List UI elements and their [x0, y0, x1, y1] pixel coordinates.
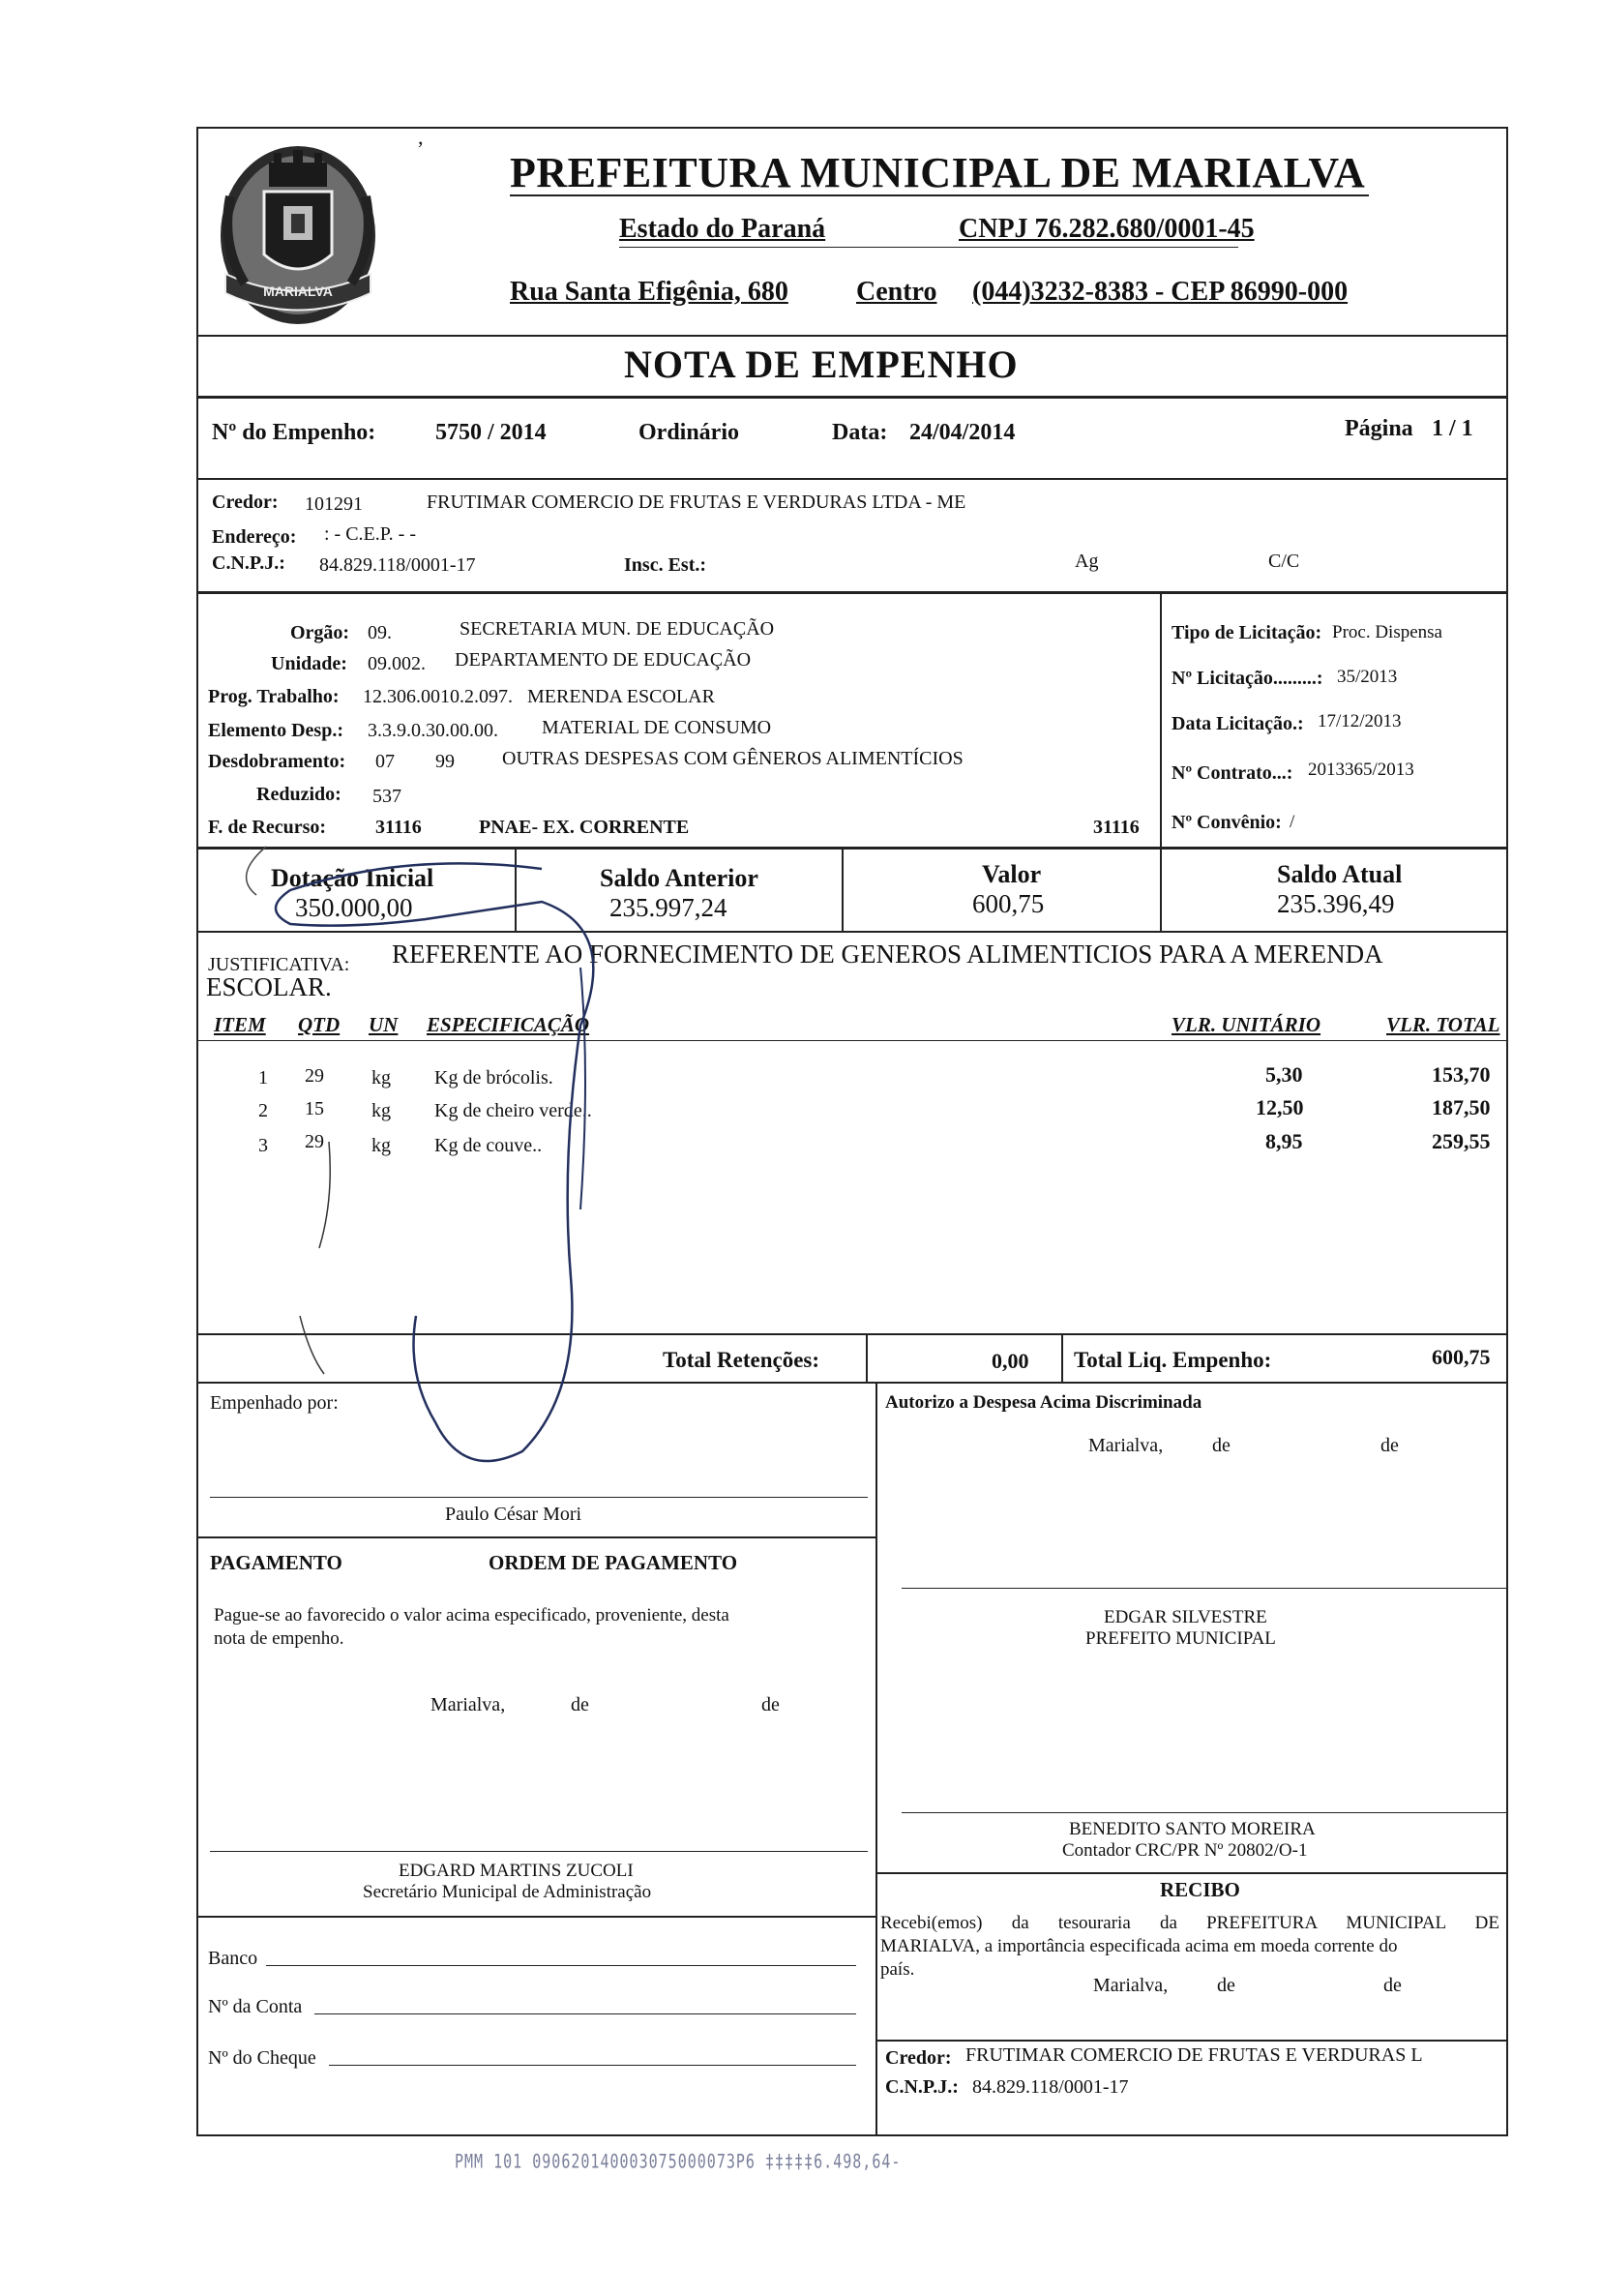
- banco-line: [266, 1965, 856, 1966]
- total-retencoes-value: 0,00: [992, 1349, 1029, 1373]
- desdobramento-name: OUTRAS DESPESAS COM GÊNEROS ALIMENTÍCIOS: [502, 748, 964, 769]
- empenho-type: Ordinário: [638, 420, 740, 445]
- cheque-label: Nº do Cheque: [208, 2047, 316, 2069]
- reduzido-label: Reduzido:: [256, 784, 341, 805]
- saldo-atual-value: 235.396,49: [1277, 889, 1395, 918]
- cnpj-value: 84.829.118/0001-17: [319, 554, 476, 576]
- empenho-date: 24/04/2014: [909, 420, 1016, 445]
- item-unit: kg: [371, 1067, 391, 1088]
- signature-line: [902, 1588, 1506, 1589]
- autorizo-de-1: de: [1212, 1435, 1231, 1456]
- tipo-licitacao-value: Proc. Dispensa: [1332, 622, 1442, 642]
- recibo-credor-label: Credor:: [885, 2047, 952, 2069]
- saldo-anterior-label: Saldo Anterior: [600, 864, 758, 892]
- convenio-label: Nº Convênio:: [1172, 812, 1282, 833]
- autorizo-label: Autorizo a Despesa Acima Discriminada: [885, 1392, 1202, 1413]
- reduzido-value: 537: [372, 786, 401, 807]
- convenio-value: /: [1290, 812, 1295, 832]
- elemento-code: 3.3.9.0.30.00.00.: [368, 720, 498, 741]
- conta-label: Nº da Conta: [208, 1996, 303, 2017]
- recibo-cnpj-value: 84.829.118/0001-17: [972, 2076, 1129, 2098]
- elemento-label: Elemento Desp.:: [208, 720, 343, 741]
- secretario-name: EDGARD MARTINS ZUCOLI: [399, 1861, 634, 1881]
- col-header-unit-value: VLR. UNITÁRIO: [1172, 1013, 1321, 1036]
- banco-label: Banco: [208, 1948, 258, 1969]
- divider: [875, 1872, 1506, 1874]
- credor-code: 101291: [305, 493, 363, 515]
- item-total-value: 187,50: [1432, 1095, 1491, 1119]
- orgao-name: SECRETARIA MUN. DE EDUCAÇÃO: [460, 618, 775, 640]
- divider: [198, 335, 1506, 337]
- signature-line: [210, 1851, 868, 1852]
- item-total-value: 259,55: [1432, 1129, 1491, 1153]
- item-spec: Kg de cheiro verde..: [434, 1100, 592, 1121]
- divider: [875, 2040, 1506, 2042]
- divider: [198, 1536, 875, 1538]
- contrato-value: 2013365/2013: [1308, 760, 1414, 780]
- item-qty: 29: [305, 1131, 324, 1152]
- contrato-label: Nº Contrato...:: [1172, 762, 1293, 784]
- justificativa-text-line-1: REFERENTE AO FORNECIMENTO DE GENEROS ALIMENTICIOS PARA A MERENDA: [392, 939, 1383, 969]
- recurso-name: PNAE- EX. CORRENTE: [479, 817, 690, 838]
- title-underline: [510, 194, 1369, 196]
- item-unit-value: 8,95: [1265, 1129, 1303, 1153]
- unidade-label: Unidade:: [271, 653, 347, 674]
- tipo-licitacao-label: Tipo de Licitação:: [1172, 622, 1322, 643]
- footer-stamp: PMM 101 090620140003075000073P6 ‡‡‡‡‡6.498,64-: [455, 2150, 902, 2173]
- total-liq-label: Total Liq. Empenho:: [1074, 1348, 1272, 1372]
- item-total-value: 153,70: [1432, 1062, 1491, 1087]
- item-qty: 15: [305, 1098, 324, 1119]
- item-unit-value: 5,30: [1265, 1062, 1303, 1087]
- desdobramento-label: Desdobramento:: [208, 751, 346, 772]
- empenho-number: 5750 / 2014: [435, 420, 547, 445]
- recibo-place: Marialva,: [1093, 1975, 1169, 1996]
- municipal-crest-icon: [216, 138, 380, 332]
- cnpj-header: CNPJ 76.282.680/0001-45: [959, 214, 1255, 244]
- total-retencoes-label: Total Retenções:: [663, 1348, 820, 1372]
- data-licitacao-value: 17/12/2013: [1318, 711, 1402, 731]
- totals-divider: [1061, 1333, 1063, 1382]
- recurso-code-2: 31116: [1093, 817, 1140, 838]
- desdobramento-code2: 99: [435, 751, 455, 772]
- insc-est-label: Insc. Est.:: [624, 554, 707, 576]
- empenho-date-label: Data:: [832, 420, 888, 445]
- contador-name: BENEDITO SANTO MOREIRA: [1069, 1819, 1316, 1839]
- total-liq-value: 600,75: [1432, 1345, 1491, 1369]
- col-header-spec: ESPECIFICAÇÃO: [427, 1013, 590, 1036]
- address: Rua Santa Efigênia, 680: [510, 277, 788, 307]
- item-spec: Kg de couve..: [434, 1135, 543, 1156]
- totals-divider: [866, 1333, 868, 1382]
- orgao-label: Orgão:: [290, 622, 350, 643]
- orgao-code: 09.: [368, 622, 392, 643]
- divider: [198, 478, 1506, 480]
- justificativa-label: JUSTIFICATIVA:: [208, 954, 350, 975]
- district: Centro: [856, 277, 937, 307]
- state-name: Estado do Paraná: [619, 214, 826, 244]
- recibo-de-2: de: [1383, 1975, 1402, 1996]
- endereco-label: Endereço:: [212, 526, 297, 548]
- item-spec: Kg de brócolis.: [434, 1067, 553, 1088]
- dotacao-inicial-value: 350.000,00: [295, 893, 413, 922]
- item-number: 2: [258, 1100, 268, 1121]
- divider: [198, 591, 1506, 594]
- item-number: 3: [258, 1135, 268, 1156]
- dotacao-inicial-label: Dotação Inicial: [271, 864, 434, 892]
- phone-cep: (044)3232-8383 - CEP 86990-000: [972, 277, 1349, 307]
- recurso-code: 31116: [375, 817, 422, 838]
- divider: [198, 931, 1506, 933]
- empenhado-por-label: Empenhado por:: [210, 1392, 339, 1414]
- num-licitacao-label: Nº Licitação.........:: [1172, 668, 1323, 689]
- item-unit-value: 12,50: [1256, 1095, 1304, 1119]
- elemento-name: MATERIAL DE CONSUMO: [542, 717, 772, 738]
- item-number: 1: [258, 1067, 268, 1088]
- saldo-atual-label: Saldo Atual: [1277, 860, 1403, 888]
- pagamento-de-2: de: [761, 1694, 780, 1715]
- item-unit: kg: [371, 1135, 391, 1156]
- page-title: PREFEITURA MUNICIPAL DE MARIALVA: [510, 149, 1366, 196]
- col-header-total-value: VLR. TOTAL: [1386, 1013, 1500, 1036]
- col-header-qtd: QTD: [298, 1013, 341, 1036]
- recurso-label: F. de Recurso:: [208, 817, 327, 838]
- ordem-pagamento-label: ORDEM DE PAGAMENTO: [489, 1551, 738, 1574]
- divider: [198, 1916, 875, 1918]
- recibo-text-line-2: MARIALVA, a importância especificada acima em moeda corrente do: [880, 1936, 1398, 1956]
- recibo-text-line-3: país.: [880, 1959, 915, 1980]
- data-licitacao-label: Data Licitação.:: [1172, 713, 1304, 734]
- num-licitacao-value: 35/2013: [1337, 667, 1398, 687]
- col-header-un: UN: [369, 1013, 399, 1036]
- recibo-cnpj-label: C.N.P.J.:: [885, 2076, 959, 2098]
- valor-value: 600,75: [972, 889, 1045, 918]
- conta-line: [314, 2013, 856, 2014]
- recibo-de-1: de: [1217, 1975, 1235, 1996]
- saldo-divider: [842, 847, 844, 931]
- items-header-rule: [198, 1040, 1506, 1041]
- justificativa-text-line-2: ESCOLAR.: [206, 972, 332, 1001]
- prog-trabalho-code: 12.306.0010.2.097.: [363, 686, 513, 707]
- signature-line: [210, 1497, 868, 1498]
- cheque-line: [329, 2065, 856, 2066]
- contador-title: Contador CRC/PR Nº 20802/O-1: [1062, 1840, 1308, 1861]
- autorizo-de-2: de: [1380, 1435, 1399, 1456]
- recibo-text-line-1: Recebi(emos) da tesouraria da PREFEITURA MUNICIPAL DE: [880, 1913, 1499, 1933]
- col-header-item: ITEM: [214, 1013, 266, 1036]
- prefeito-title: PREFEITO MUNICIPAL: [1085, 1628, 1276, 1649]
- saldo-divider: [515, 847, 517, 931]
- nota-de-empenho-document: [196, 127, 1508, 2136]
- autorizo-place: Marialva,: [1088, 1435, 1164, 1456]
- prog-trabalho-label: Prog. Trabalho:: [208, 686, 340, 707]
- pagamento-text-line-2: nota de empenho.: [214, 1628, 344, 1649]
- pagamento-label: PAGAMENTO: [210, 1551, 342, 1574]
- desdobramento-code1: 07: [375, 751, 395, 772]
- recibo-credor-value: FRUTIMAR COMERCIO DE FRUTAS E VERDURAS L: [965, 2044, 1423, 2066]
- doc-title: NOTA DE EMPENHO: [624, 343, 1019, 386]
- page-label: Página: [1345, 416, 1413, 441]
- secretario-title: Secretário Municipal de Administração: [363, 1882, 652, 1902]
- signature-line: [902, 1812, 1506, 1813]
- unidade-name: DEPARTAMENTO DE EDUCAÇÃO: [455, 649, 752, 671]
- cc-label: C/C: [1268, 551, 1300, 572]
- recibo-label: RECIBO: [1160, 1878, 1240, 1901]
- divider: [198, 1333, 1506, 1335]
- unidade-code: 09.002.: [368, 653, 426, 674]
- saldo-divider: [1160, 847, 1162, 931]
- ag-label: Ag: [1075, 551, 1099, 572]
- empenho-number-label: Nº do Empenho:: [212, 420, 376, 445]
- credor-name: FRUTIMAR COMERCIO DE FRUTAS E VERDURAS LTDA - ME: [427, 492, 966, 513]
- cnpj-label: C.N.P.J.:: [212, 552, 285, 574]
- credor-label: Credor:: [212, 492, 279, 513]
- endereco-value: : - C.E.P. - -: [324, 523, 416, 545]
- divider: [198, 1382, 1506, 1384]
- valor-label: Valor: [982, 860, 1042, 888]
- svg-text:MARIALVA: MARIALVA: [263, 283, 333, 299]
- saldo-anterior-value: 235.997,24: [609, 893, 727, 922]
- divider: [198, 847, 1506, 850]
- state-underline: [619, 247, 1238, 248]
- pagamento-de-1: de: [571, 1694, 589, 1715]
- pagamento-text-line-1: Pague-se ao favorecido o valor acima especificado, proveniente, desta: [214, 1605, 729, 1625]
- prog-trabalho-name: MERENDA ESCOLAR: [527, 686, 715, 707]
- empenhado-por-name: Paulo César Mori: [445, 1504, 582, 1525]
- pagamento-place: Marialva,: [430, 1694, 506, 1715]
- scan-mark: ,: [418, 125, 424, 149]
- signature-divider: [875, 1382, 877, 2136]
- licitacao-divider: [1160, 591, 1162, 847]
- divider: [198, 396, 1506, 399]
- prefeito-name: EDGAR SILVESTRE: [1104, 1607, 1267, 1627]
- page-number: 1 / 1: [1432, 416, 1473, 441]
- item-qty: 29: [305, 1065, 324, 1087]
- item-unit: kg: [371, 1100, 391, 1121]
